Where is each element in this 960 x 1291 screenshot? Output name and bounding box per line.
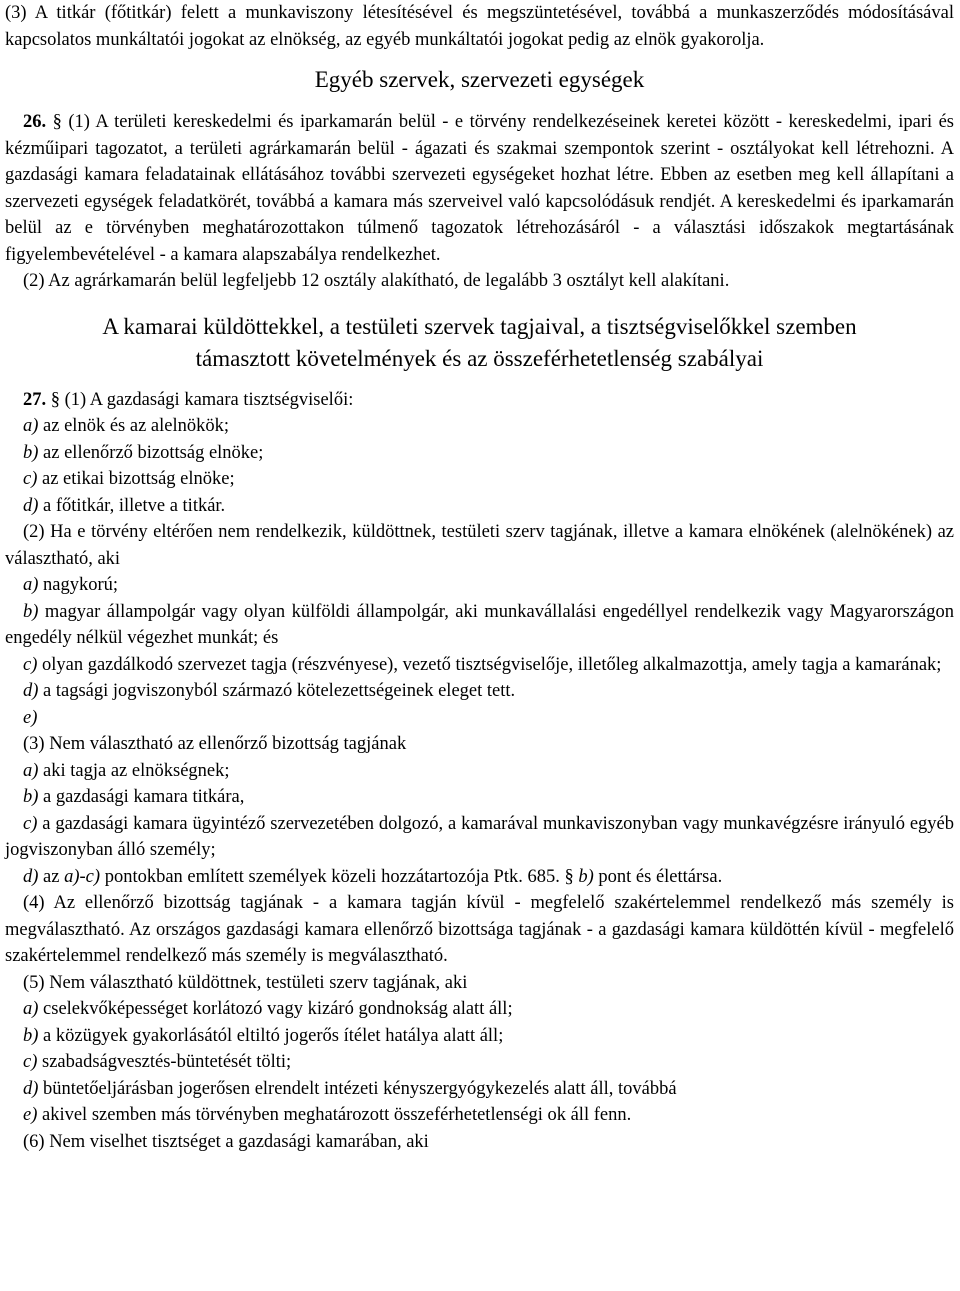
item-text: nagykorú; — [38, 575, 119, 595]
heading-line-2: támasztott követelmények és az összeférhetetlenség szabályai — [195, 345, 764, 371]
item-marker: a) — [23, 760, 39, 781]
list-item — [5, 705, 954, 732]
section-symbol: § — [52, 112, 62, 132]
item-reference: a)-c) — [64, 866, 101, 887]
item-text: olyan gazdálkodó szervezet tagja (részvényese), vezető tisztségviselője, illetőleg alkalmazottja, amely tagja a kamarának; — [37, 654, 942, 675]
item-marker: c) — [23, 469, 38, 489]
item-text: a gazdasági kamara titkára, — [38, 787, 245, 807]
list-ineligible — [5, 996, 954, 1129]
list-item — [5, 996, 954, 1023]
item-marker: b) — [23, 442, 39, 463]
list-item — [5, 413, 954, 440]
list-item — [5, 1023, 954, 1050]
list-eligibility — [5, 572, 954, 731]
section-symbol: § — [564, 866, 574, 887]
item-text: az elnök és az alelnökök; — [38, 416, 229, 436]
section-26-paragraph-1 — [5, 109, 954, 268]
item-text: akivel szemben más törvényben meghatározott összeférhetetlenségi ok áll fenn. — [37, 1105, 632, 1125]
item-text: szabadságvesztés-büntetését tölti; — [37, 1052, 292, 1072]
list-item — [5, 572, 954, 599]
item-marker: a) — [23, 416, 39, 436]
item-marker: e) — [23, 707, 38, 728]
item-marker: b) — [23, 601, 39, 622]
item-marker: d) — [23, 1078, 39, 1099]
item-marker: d) — [23, 866, 39, 887]
item-text: aki tagja az elnökségnek; — [38, 760, 230, 781]
item-marker: c) — [23, 654, 38, 675]
item-text: cselekvőképességet korlátozó vagy kizáró gondnokság alatt áll; — [38, 999, 513, 1019]
section-heading-kovetelmenyek — [5, 311, 954, 375]
list-officers — [5, 413, 954, 519]
list-item — [5, 784, 954, 811]
item-text: a főtitkár, illetve a titkár. — [38, 495, 226, 516]
list-item — [5, 678, 954, 705]
item-text: magyar állampolgár vagy olyan külföldi állampolgár, aki munkavállalási engedéllyel rendelkezik vagy Magyarországon engedély nélkül végezhet munkát; és — [5, 601, 954, 648]
item-text: a gazdasági kamara ügyintéző szervezetében dolgozó, a kamarával munkaviszonyban vagy munkavégzésre irányuló egyéb jogviszonyban álló személy; — [5, 813, 954, 860]
section-27-paragraph-5: (5) Nem választható küldöttnek, testületi szerv tagjának, aki — [23, 972, 468, 993]
item-text: az etikai bizottság elnöke; — [37, 469, 235, 489]
section-27-paragraph-1 — [5, 387, 954, 414]
item-text: a közügyek gyakorlásától eltiltó jogerős ítélet hatálya alatt áll; — [38, 1025, 504, 1046]
item-marker: d) — [23, 495, 39, 516]
paragraph-text: (1) A területi kereskedelmi és iparkamarán belül - e törvény rendelkezéseinek keretei között - kereskedelmi, ipari és kézműipari tagozatot, a területi agrárkamarán belül - ágazati és szakmai szempontok szerint - osztályokat kell létrehozni. A gazdasági kamara feladatainak ellátásához további szervezeti egységeket hozhat létre. Ebben az esetben meg kell állapítani a szervezeti egységek feladatkörét, továbbá a kamara más szerveivel való kapcsolódásuk rendjét. A kereskedelmi és iparkamarán belül az e törvényben meghatározottakon túlmenő tagozatok létrehozásáról - a választási időszakok megtartásának figyelembevételével - a kamara alapszabálya rendelkezhet. — [5, 112, 955, 265]
section-27-paragraph-4: (4) Az ellenőrző bizottság tagjának - a kamara tagján kívül - megfelelő szakértelemmel rendelkező más személy is megválasztható. Az országos gazdasági kamara ellenőrző bizottsága tagjának - a gazdasági kamara küldöttén kívül - megfelelő szakértelemmel rendelkező más személy is megválasztható. — [5, 893, 954, 966]
item-text: pont és élettársa. — [593, 866, 723, 887]
item-text: pontokban említett személyek közeli hozzátartozója Ptk. 685. — [100, 866, 565, 887]
item-text: az — [38, 866, 65, 887]
paragraph-text: (1) A gazdasági kamara tisztségviselői: — [64, 389, 354, 410]
list-item — [5, 493, 954, 520]
list-audit-committee — [5, 758, 954, 891]
item-text: a tagsági jogviszonyból származó kötelezettségeinek eleget tett. — [38, 681, 516, 701]
section-heading-egyeb-szervek: Egyéb szervek, szervezeti egységek — [314, 67, 645, 92]
list-item — [5, 1049, 954, 1076]
list-item — [5, 1102, 954, 1129]
section-26-paragraph-2: (2) Az agrárkamarán belül legfeljebb 12 osztály alakítható, de legalább 3 osztályt kell alakítani. — [23, 271, 730, 291]
list-item — [5, 466, 954, 493]
list-item — [5, 811, 954, 864]
section-number: 26. — [23, 112, 47, 132]
item-marker: c) — [23, 813, 38, 834]
list-item — [5, 1076, 954, 1103]
item-text: az ellenőrző bizottság elnöke; — [38, 442, 264, 463]
item-marker: a) — [23, 575, 39, 595]
item-reference: b) — [573, 866, 594, 887]
list-item — [5, 758, 954, 785]
heading-line-1: A kamarai küldöttekkel, a testületi szervek tagjaival, a tisztségviselőkkel szemben — [102, 313, 857, 339]
list-item — [5, 864, 954, 891]
list-item — [5, 652, 954, 679]
item-text: büntetőeljárásban jogerősen elrendelt intézeti kényszergyógykezelés alatt áll, továbbá — [38, 1078, 677, 1099]
section-number: 27. — [23, 389, 47, 410]
section-27-paragraph-2: (2) Ha e törvény eltérően nem rendelkezik, küldöttnek, testületi szerv tagjának, illetve a kamara elnökének (alelnökének) az választható, aki — [5, 522, 954, 569]
item-marker: c) — [23, 1052, 38, 1072]
paragraph-3-titkar: (3) A titkár (főtitkár) felett a munkaviszony létesítésével és megszüntetésével, továbbá a munkaszerződés módosításával kapcsolatos munkáltatói jogokat az elnökség, az egyéb munkáltatói jogokat pedig az elnök gyakorolja. — [5, 3, 954, 50]
item-marker: b) — [23, 1025, 39, 1046]
section-27-paragraph-6: (6) Nem viselhet tisztséget a gazdasági kamarában, aki — [23, 1131, 429, 1152]
item-marker: a) — [23, 999, 39, 1019]
list-item — [5, 440, 954, 467]
section-27-paragraph-3: (3) Nem választható az ellenőrző bizottság tagjának — [23, 734, 407, 754]
item-marker: e) — [23, 1105, 38, 1125]
item-marker: d) — [23, 681, 39, 701]
item-marker: b) — [23, 787, 39, 807]
section-symbol: § — [50, 389, 60, 410]
list-item — [5, 599, 954, 652]
